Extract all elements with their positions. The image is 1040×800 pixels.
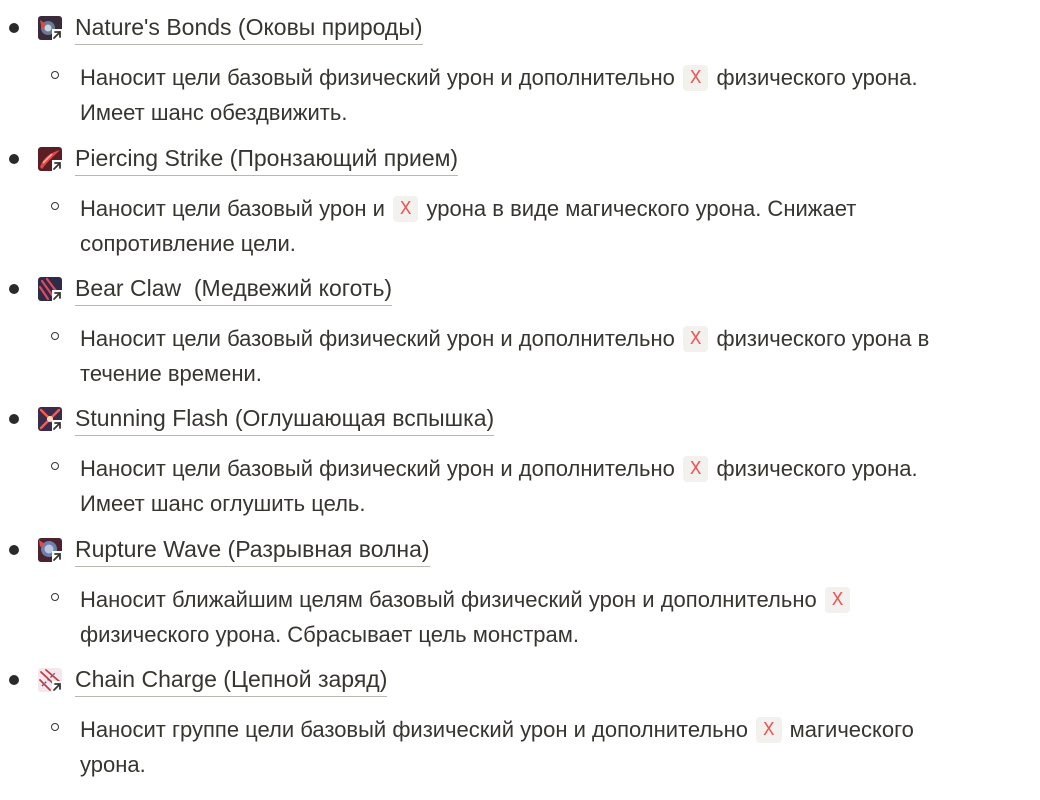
skill-header	[0, 534, 1040, 566]
stunning-flash-icon[interactable]	[38, 407, 62, 431]
piercing-strike-icon[interactable]	[38, 147, 62, 171]
skill-link[interactable]: Rupture Wave (Разрывная волна)	[75, 534, 430, 567]
bullet-icon	[9, 23, 19, 33]
bullet-icon	[9, 284, 19, 294]
text-segment: Имеет шанс оглушить цель.	[80, 491, 366, 516]
skill-header	[0, 664, 1040, 696]
skill-header	[0, 403, 1040, 435]
skill-header	[0, 12, 1040, 44]
text-segment: магического	[783, 717, 914, 742]
text-segment: Наносит цели базовый физический урон и дополнительно	[80, 65, 681, 90]
skill-header	[0, 273, 1040, 305]
text-segment: сопротивление цели.	[80, 231, 296, 256]
sub-bullet-icon	[51, 71, 59, 79]
text-segment: урона в виде магического урона. Снижает	[420, 196, 857, 221]
bullet-icon	[9, 675, 19, 685]
sub-bullet-icon	[51, 723, 59, 731]
skill-link[interactable]: Piercing Strike (Пронзающий прием)	[75, 143, 458, 176]
description-text	[80, 582, 1025, 652]
text-segment: Наносит ближайшим целям базовый физический урон и дополнительно	[80, 587, 823, 612]
inline-code: X	[825, 587, 850, 613]
skill-link[interactable]: Chain Charge (Цепной заряд)	[75, 664, 387, 697]
text-segment: Имеет шанс обездвижить.	[80, 100, 348, 125]
inline-code: X	[683, 326, 708, 352]
description-text	[80, 321, 1025, 391]
natures-bonds-icon[interactable]	[38, 16, 62, 40]
chain-charge-icon[interactable]	[38, 668, 62, 692]
inline-code: X	[683, 65, 708, 91]
bullet-icon	[9, 414, 19, 424]
description-text	[80, 712, 1025, 782]
text-segment: Наносит цели базовый урон и	[80, 196, 392, 221]
bullet-icon	[9, 154, 19, 164]
text-segment: физического урона.	[710, 456, 918, 481]
text-segment: физического урона. Сбрасывает цель монстрам.	[80, 622, 579, 647]
text-segment: физического урона в	[710, 326, 930, 351]
text-segment: урона.	[80, 752, 146, 777]
skill-link[interactable]: Bear Claw (Медвежий коготь)	[75, 273, 392, 306]
inline-code: X	[683, 456, 708, 482]
text-segment: течение времени.	[80, 361, 262, 386]
rupture-wave-icon[interactable]	[38, 538, 62, 562]
inline-code: X	[393, 196, 418, 222]
description-text	[80, 191, 1025, 261]
skill-link[interactable]: Stunning Flash (Оглушающая вспышка)	[75, 403, 494, 436]
text-segment: Наносит цели базовый физический урон и дополнительно	[80, 326, 681, 351]
sub-bullet-icon	[51, 202, 59, 210]
text-segment: физического урона.	[710, 65, 918, 90]
inline-code: X	[756, 717, 781, 743]
skill-header	[0, 143, 1040, 175]
skill-link[interactable]: Nature's Bonds (Оковы природы)	[75, 12, 423, 45]
sub-bullet-icon	[51, 462, 59, 470]
bullet-icon	[9, 545, 19, 555]
text-segment: Наносит цели базовый физический урон и дополнительно	[80, 456, 681, 481]
sub-bullet-icon	[51, 593, 59, 601]
description-text	[80, 451, 1025, 521]
sub-bullet-icon	[51, 332, 59, 340]
description-text	[80, 60, 1025, 130]
bear-claw-icon[interactable]	[38, 277, 62, 301]
text-segment: Наносит группе цели базовый физический урон и дополнительно	[80, 717, 755, 742]
